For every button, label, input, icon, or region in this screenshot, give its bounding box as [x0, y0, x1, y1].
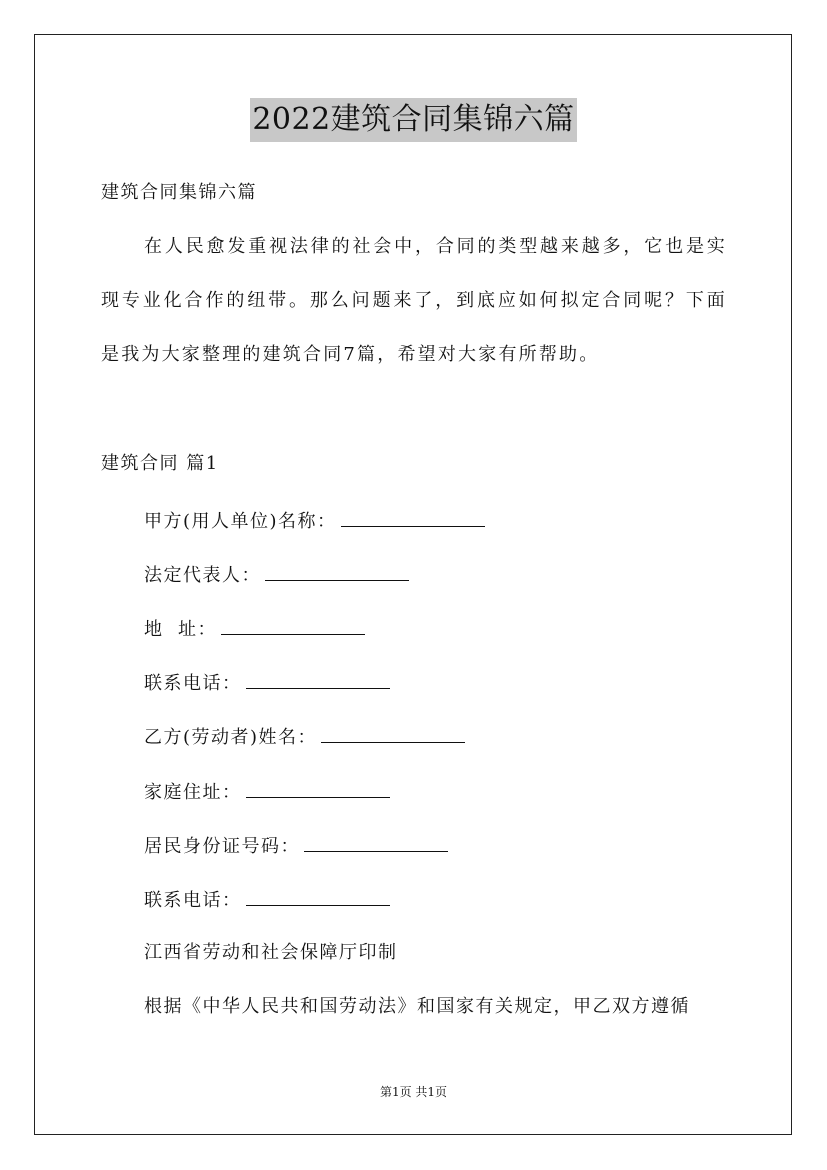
field-row	[144, 887, 390, 913]
field-row	[144, 670, 390, 696]
page-footer: 第1页 共1页	[379, 1085, 448, 1099]
field-label: 联系电话：	[144, 890, 242, 911]
field-row	[144, 616, 365, 642]
field-blank[interactable]	[304, 833, 448, 852]
field-blank[interactable]	[265, 562, 409, 581]
field-label: 地 址：	[144, 619, 217, 640]
field-blank[interactable]	[246, 670, 390, 689]
field-label: 甲方(用人单位)名称：	[144, 511, 337, 532]
field-label: 居民身份证号码：	[144, 836, 300, 857]
field-label: 联系电话：	[144, 673, 242, 694]
field-label: 乙方(劳动者)姓名：	[144, 727, 318, 748]
field-label: 法定代表人：	[144, 565, 261, 586]
title-container	[0, 98, 827, 142]
body-text-line: 根据《中华人民共和国劳动法》和国家有关规定，甲乙双方遵循	[144, 996, 690, 1017]
field-blank[interactable]	[321, 724, 465, 743]
field-blank[interactable]	[221, 616, 365, 635]
field-blank[interactable]	[246, 887, 390, 906]
printer-line: 江西省劳动和社会保障厅印制	[144, 942, 398, 963]
field-row	[144, 833, 448, 859]
document-subtitle: 建筑合同集锦六篇	[101, 182, 257, 203]
field-row	[144, 724, 465, 750]
field-row	[144, 562, 409, 588]
document-title: 2022建筑合同集锦六篇	[250, 98, 576, 142]
field-label: 家庭住址：	[144, 782, 242, 803]
field-row	[144, 779, 390, 805]
field-blank[interactable]	[341, 508, 485, 527]
field-row	[144, 508, 485, 534]
intro-paragraph: 在人民愈发重视法律的社会中，合同的类型越来越多，它也是实现专业化合作的纽带。那么问题来了，到底应如何拟定合同呢？下面是我为大家整理的建筑合同7篇，希望对大家有所帮助。	[101, 236, 727, 365]
field-blank[interactable]	[246, 779, 390, 798]
section-heading: 建筑合同 篇1	[101, 453, 219, 474]
